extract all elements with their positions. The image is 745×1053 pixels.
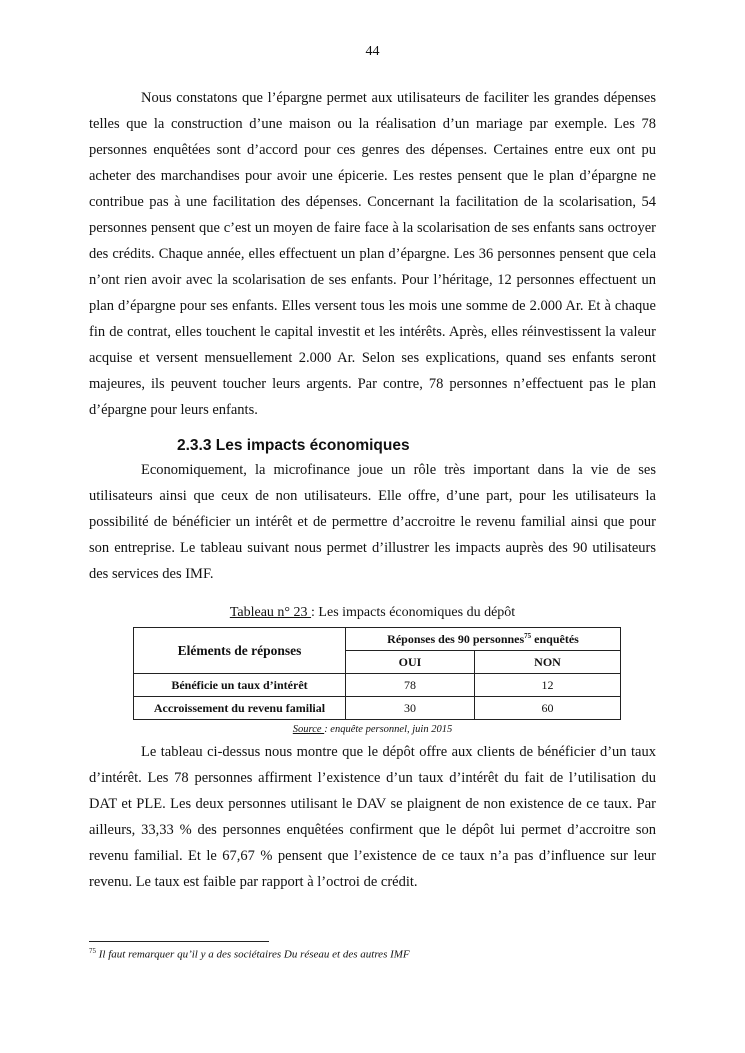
table-header-row (134, 628, 621, 651)
cell-non: 60 (475, 697, 621, 720)
table-caption-text: : Les impacts économiques du dépôt (311, 605, 516, 620)
group-header-text: Réponses des 90 personnes (387, 631, 525, 646)
footnote (89, 947, 656, 961)
elements-header-text: Eléments de réponses (177, 642, 302, 658)
table-row (134, 697, 621, 720)
table-caption-label: Tableau n° 23 (229, 605, 312, 620)
elements-header (134, 628, 346, 674)
source-text: : enquête personnel, juin 2015 (324, 724, 453, 735)
group-header-suffix: enquêtés (531, 631, 579, 646)
paragraph-analyse (89, 739, 656, 895)
table-caption (0, 605, 745, 621)
cell-non: 12 (475, 674, 621, 697)
table-row (134, 674, 621, 697)
footnote-text: Il faut remarquer qu’il y a des sociétaires Du réseau et des autres IMF (96, 948, 410, 961)
section-heading: 2.3.3 Les impacts économiques (177, 437, 410, 454)
paragraph-text: Le tableau ci-dessus nous montre que le dépôt offre aux clients de bénéficier d’un taux d’intérêt. Les 78 personnes affirment l’existence d’un taux d’intérêt du fait de l’utilisation du DAT et PLE. Les deux personnes utilisant le DAV se plaignent de non existence de ce taux. Par ailleurs, 33,33 % des personnes enquêtées confirment que le dépôt lui permet d’accroitre son revenu familial. Et le 67,67 % pensent que l’existence de ce taux n’a pas d’influence sur leur revenu. Le taux est faible par rapport à l’octroi de crédit. (89, 744, 656, 890)
source-label: Source (292, 724, 325, 735)
footnote-number: 75 (89, 947, 96, 955)
group-header (346, 628, 621, 651)
col-header-oui: OUI (346, 651, 475, 674)
row-label: Accroissement du revenu familial (134, 697, 346, 720)
table-source (0, 724, 745, 735)
paragraph-text: Nous constatons que l’épargne permet aux utilisateurs de faciliter les grandes dépenses telles que la construction d’une maison ou la réalisation d’un mariage par exemple. Les 78 personnes enquêtées sont d’accord pour ces genres des dépenses. Certaines entre eux ont pu acheter des marchandises pour avoir une épicerie. Les restes pensent que le plan d’épargne ne contribue pas à une facilitation des dépenses. Concernant la facilitation de la scolarisation, 54 personnes pensent que c’est un moyen de faire face à la scolarisation de ses enfants sans octroyer des crédits. Chaque année, elles effectuent un plan d’épargne. Les 36 personnes pensent que cela n’ont rien avoir avec la scolarisation de ses enfants. Pour l’héritage, 12 personnes effectuent un plan d’épargne pour ses enfants. Elles versent tous les mois une somme de 2.000 Ar. Et à chaque fin de contrat, elles touchent le capital investit et les intérêts. Après, elles réinvestissent la valeur acquise et versent mensuellement 2.000 Ar. Selon ses explications, quand ses enfants seront majeures, ils peuvent toucher leurs argents. Par contre, 78 personnes n’effectuent pas le plan d’épargne pour leurs enfants. (89, 90, 656, 418)
row-label: Bénéficie un taux d’intérêt (134, 674, 346, 697)
impacts-table (133, 627, 621, 720)
page-number: 44 (365, 44, 380, 59)
cell-oui: 78 (346, 674, 475, 697)
paragraph-economique (89, 457, 656, 587)
paragraph-text: Economiquement, la microfinance joue un rôle très important dans la vie de ses utilisateurs ainsi que ceux de non utilisateurs. Elle offre, d’une part, pour les utilisateurs la possibilité de bénéficier un intérêt et de permettre d’accroitre le revenu familial ainsi que pour son entreprise. Le tableau suivant nous permet d’illustrer les impacts auprès des 90 utilisateurs des services des IMF. (89, 462, 656, 582)
cell-oui: 30 (346, 697, 475, 720)
footnote-ref: 75 (524, 631, 532, 640)
col-header-non: NON (475, 651, 621, 674)
footnote-divider (89, 941, 269, 942)
paragraph-epargne (89, 85, 656, 423)
